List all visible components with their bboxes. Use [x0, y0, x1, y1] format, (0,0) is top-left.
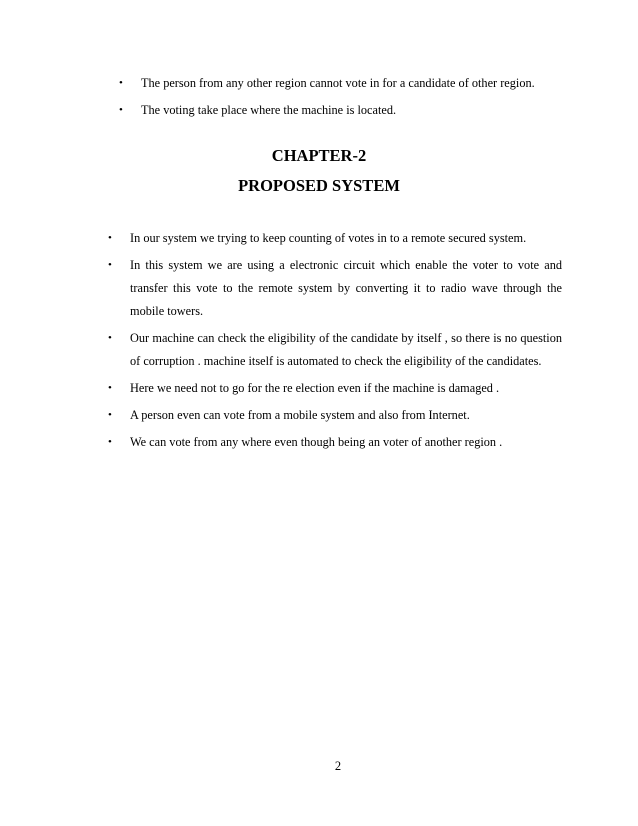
proposed-system-bullet-list: [108, 227, 562, 458]
list-item: [119, 72, 581, 95]
bullet-icon: •: [108, 436, 112, 448]
bullet-icon: •: [119, 104, 123, 116]
bullet-icon: •: [108, 409, 112, 421]
list-item: [108, 327, 562, 373]
list-item-text: Here we need not to go for the re election even if the machine is damaged .: [130, 381, 500, 395]
list-item: [108, 377, 562, 400]
list-item: [108, 404, 562, 427]
list-item: [108, 254, 562, 323]
bullet-icon: •: [108, 382, 112, 394]
list-item: [108, 227, 562, 250]
bullet-icon: •: [108, 332, 112, 344]
chapter-number-heading: CHAPTER-2: [271, 146, 367, 165]
intro-bullet-list: [119, 72, 581, 126]
list-item-text: The voting take place where the machine is located.: [141, 103, 397, 117]
bullet-icon: •: [119, 77, 123, 89]
list-item-text: In this system we are using a electronic circuit which enable the voter to vote and transfer this vote to the remote system by converting it to radio wave through the mobile towers.: [130, 258, 562, 318]
list-item-text: A person even can vote from a mobile system and also from Internet.: [130, 408, 470, 422]
list-item: [119, 99, 581, 122]
chapter-title-heading: PROPOSED SYSTEM: [238, 176, 400, 195]
page-number: 2: [334, 759, 342, 773]
list-item-text: Our machine can check the eligibility of the candidate by itself , so there is no question of corruption . machine itself is automated to check the eligibility of the candidates.: [130, 331, 562, 368]
bullet-icon: •: [108, 259, 112, 271]
list-item-text: The person from any other region cannot vote in for a candidate of other region.: [141, 76, 535, 90]
bullet-icon: •: [108, 232, 112, 244]
list-item: [108, 431, 562, 454]
list-item-text: We can vote from any where even though being an voter of another region .: [130, 435, 503, 449]
list-item-text: In our system we trying to keep counting of votes in to a remote secured system.: [130, 231, 527, 245]
